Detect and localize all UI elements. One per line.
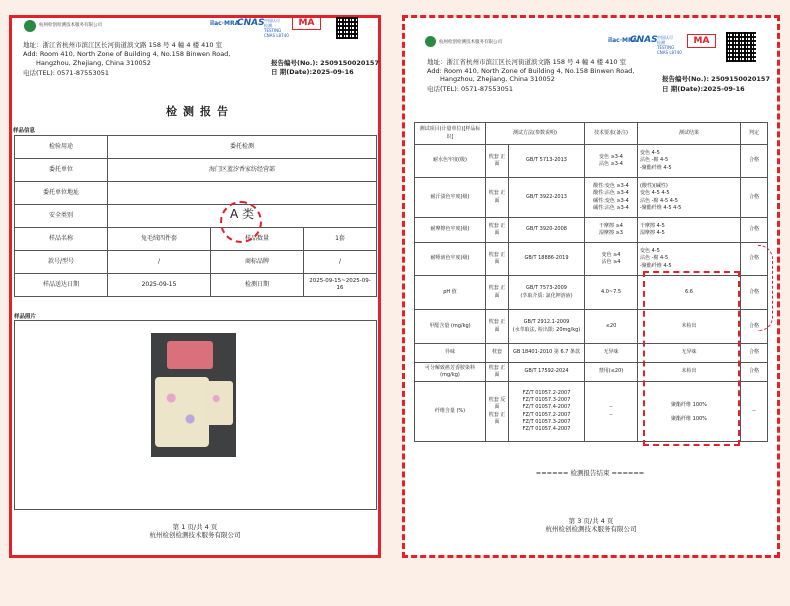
- header-test-method: 测试方法(参数说明): [486, 123, 585, 145]
- cert-logo-ilac: ilac·MRA: [608, 37, 638, 44]
- footer-company: 杭州检创检测技术服务有限公司: [149, 531, 241, 539]
- mark-cell: 枕套 正面: [486, 243, 509, 276]
- verdict-cell: 合格: [741, 363, 768, 382]
- sample-info-table: [14, 135, 377, 297]
- row-label: 商标品牌: [211, 251, 304, 274]
- row-value: 2025-09-15: [108, 274, 211, 297]
- verdict-cell: 合格: [741, 310, 768, 344]
- row-value: /: [304, 251, 377, 274]
- req-cell: 变色 ≥4 沾色 ≥4: [585, 243, 638, 276]
- item-cell: 可分解致癌芳香胺染料 (mg/kg): [415, 363, 486, 382]
- req-cell: 禁用(≤20): [585, 363, 638, 382]
- method-cell: GB/T 18886-2019: [509, 243, 585, 276]
- verdict-highlight-bracket: [758, 245, 773, 331]
- address-cn: 地址：浙江省杭州市滨江区长河街道滨文路 158 号 4 幢 4 楼 410 室: [23, 41, 223, 49]
- company-header: 杭州检创检测技术服务有限公司: [39, 23, 102, 28]
- method-cell: GB/T 3920-2008: [509, 218, 585, 243]
- item-cell: 纤维含量 (%): [415, 382, 486, 442]
- result-cell: 未检出: [638, 310, 741, 344]
- sample-photo: [151, 333, 236, 457]
- row-value: 兔毛绒四件套: [108, 228, 211, 251]
- row-label: 委托单位地址: [15, 182, 108, 205]
- safety-category-circle: [220, 201, 262, 243]
- address-cn: 地址：浙江省杭州市滨江区长河街道滨文路 158 号 4 幢 4 楼 410 室: [427, 58, 627, 66]
- req-cell: ≤20: [585, 310, 638, 344]
- item-cell: 耐摩擦色牢度(级): [415, 218, 486, 243]
- mark-cell: 枕套 反面 枕套 正面: [486, 382, 509, 442]
- page-title: 检测报告: [166, 105, 234, 118]
- row-label: 样品名称: [15, 228, 108, 251]
- fabric-swatch-pink: [167, 341, 213, 369]
- footer-page-number: 第 1 页/共 4 页: [172, 523, 218, 531]
- cert-logo-cnas: CNAS: [630, 35, 658, 45]
- mark-cell: 枕套 正面: [486, 178, 509, 218]
- method-cell: FZ/T 01057.2-2007 FZ/T 01057.3-2007 FZ/T 01057.4-2007 FZ/T 01057.2-2007 FZ/T 01057.3-2007 FZ/T 01057.4-2007: [509, 382, 585, 442]
- company-logo-icon: [24, 20, 36, 32]
- req-cell: 酸性:变色 ≥3-4 酸性:沾色 ≥3-4 碱性:变色 ≥3-4 碱性:沾色 ≥3-4: [585, 178, 638, 218]
- table-row: [415, 218, 768, 243]
- row-label: 检测日期: [211, 274, 304, 297]
- item-cell: pH 值: [415, 276, 486, 310]
- mark-cell: 枕套 正面: [486, 145, 509, 178]
- req-cell: 无异味: [585, 344, 638, 363]
- result-cell: 未检出: [638, 363, 741, 382]
- verdict-cell: 合格: [741, 218, 768, 243]
- method-cell: GB/T 7573-2009 (萃取介质: 氯化钾溶液): [509, 276, 585, 310]
- cert-logo-cnas: CNAS: [237, 18, 265, 28]
- cert-logo-ma: MA: [687, 34, 716, 48]
- result-cell: 干摩擦 4-5 湿摩擦 4-5: [638, 218, 741, 243]
- verdict-cell: 合格: [741, 178, 768, 218]
- safety-category-text: A 类: [229, 207, 255, 222]
- header-result: 测试结果: [638, 123, 741, 145]
- method-cell: GB/T 2912.1-2009 (水萃取法, 检出限: 20mg/kg): [509, 310, 585, 344]
- item-cell: 甲醛含量 (mg/kg): [415, 310, 486, 344]
- end-of-report: ====== 检测报告结束 ======: [535, 469, 645, 477]
- qr-code-icon[interactable]: [726, 32, 756, 62]
- row-label: 款号/型号: [15, 251, 108, 274]
- footer-page-number: 第 3 页/共 4 页: [568, 517, 614, 525]
- telephone: 电话(TEL): 0571-87553051: [427, 85, 513, 93]
- sample-info-label: 样品信息: [13, 128, 36, 134]
- cert-logo-testing: 中国认可 检测 TESTING CNAS L8740: [657, 35, 682, 55]
- report-date: 日 期(Date):2025-09-16: [271, 68, 354, 76]
- address-en-line2: Hangzhou, Zhejiang, China 310052: [36, 59, 151, 67]
- mark-cell: 枕套 正面: [486, 276, 509, 310]
- fabric-swatch-floral-large: [155, 377, 209, 447]
- verdict-cell: 合格: [741, 243, 768, 276]
- qr-code-icon[interactable]: [336, 17, 358, 39]
- table-row: [415, 145, 768, 178]
- result-cell: 聚酯纤维 100% 聚酯纤维 100%: [638, 382, 741, 442]
- address-en-line2: Hangzhou, Zhejiang, China 310052: [440, 75, 555, 83]
- req-cell: 4.0~7.5: [585, 276, 638, 310]
- method-cell: GB 18401-2010 第 6.7 条款: [509, 344, 585, 363]
- cert-logo-testing: 中国认可 检测 TESTING CNAS L8740: [264, 18, 289, 38]
- row-label: 委托单位: [15, 159, 108, 182]
- header-requirement: 技术要求(备注): [585, 123, 638, 145]
- req-cell: 变色 ≥3-4 沾色 ≥3-4: [585, 145, 638, 178]
- item-cell: 异味: [415, 344, 486, 363]
- verdict-cell: 合格: [741, 276, 768, 310]
- req-cell: -- --: [585, 382, 638, 442]
- cert-logo-ma: MA: [292, 16, 321, 30]
- results-highlight-box: [643, 271, 740, 446]
- mark-cell: 枕套 正面: [486, 363, 509, 382]
- company-header: 杭州检创检测技术服务有限公司: [439, 40, 502, 45]
- mark-cell: 枕套 正面: [486, 310, 509, 344]
- row-label: 样品数量: [211, 228, 304, 251]
- sample-photo-label: 样品照片: [14, 314, 37, 320]
- header-verdict: 判定: [741, 123, 768, 145]
- row-value: /: [108, 251, 211, 274]
- fabric-swatch-floral-small: [205, 381, 233, 425]
- method-cell: GB/T 5713-2013: [509, 145, 585, 178]
- company-logo-icon: [425, 36, 436, 47]
- method-cell: GB/T 3922-2013: [509, 178, 585, 218]
- telephone: 电话(TEL): 0571-87553051: [23, 69, 109, 77]
- mark-cell: 枕套: [486, 344, 509, 363]
- result-cell: 变色 4-5 沾色 -棉 4-5 -聚酯纤维 4-5: [638, 243, 741, 276]
- item-cell: 耐水色牢度(级): [415, 145, 486, 178]
- row-label: 样品送达日期: [15, 274, 108, 297]
- row-label: 检验用途: [15, 136, 108, 159]
- result-cell: (酸性)(碱性) 变色 4-5 4-5 沾色 -棉 4-5 4-5 -聚酯纤维 4-5 4-5: [638, 178, 741, 218]
- footer-company: 杭州检创检测技术服务有限公司: [545, 525, 637, 533]
- verdict-cell: --: [741, 382, 768, 442]
- report-number: 报告编号(No.): 2509150020157: [662, 75, 770, 83]
- result-cell: 变色 4-5 沾色 -棉 4-5 -聚酯纤维 4-5: [638, 145, 741, 178]
- item-cell: 耐唾液色牢度(级): [415, 243, 486, 276]
- row-value: 2025-09-15~2025-09-16: [304, 274, 377, 297]
- header-test-item: 测试项目(计量单位)[样品标识]: [415, 123, 486, 145]
- address-en-line1: Add: Room 410, North Zone of Building 4, No.158 Binwen Road,: [23, 50, 231, 58]
- row-value: 委托检测: [108, 136, 377, 159]
- verdict-cell: 合格: [741, 344, 768, 363]
- row-value: 海门区蓝汐香家纺经营部: [108, 159, 377, 182]
- result-cell: 6.6: [638, 276, 741, 310]
- result-cell: 无异味: [638, 344, 741, 363]
- address-en-line1: Add: Room 410, North Zone of Building 4, No.158 Binwen Road,: [427, 67, 635, 75]
- item-cell: 耐汗渍色牢度(级): [415, 178, 486, 218]
- report-date: 日 期(Date):2025-09-16: [662, 85, 745, 93]
- cert-logo-ilac: ilac·MRA: [210, 20, 240, 27]
- verdict-cell: 合格: [741, 145, 768, 178]
- mark-cell: 枕套 正面: [486, 218, 509, 243]
- req-cell: 干摩擦 ≥4 湿摩擦 ≥3: [585, 218, 638, 243]
- table-row: [415, 178, 768, 218]
- method-cell: GB/T 17592-2024: [509, 363, 585, 382]
- row-label: 安全类别: [15, 205, 108, 228]
- report-number: 报告编号(No.): 2509150020157: [271, 59, 379, 67]
- row-value: 1套: [304, 228, 377, 251]
